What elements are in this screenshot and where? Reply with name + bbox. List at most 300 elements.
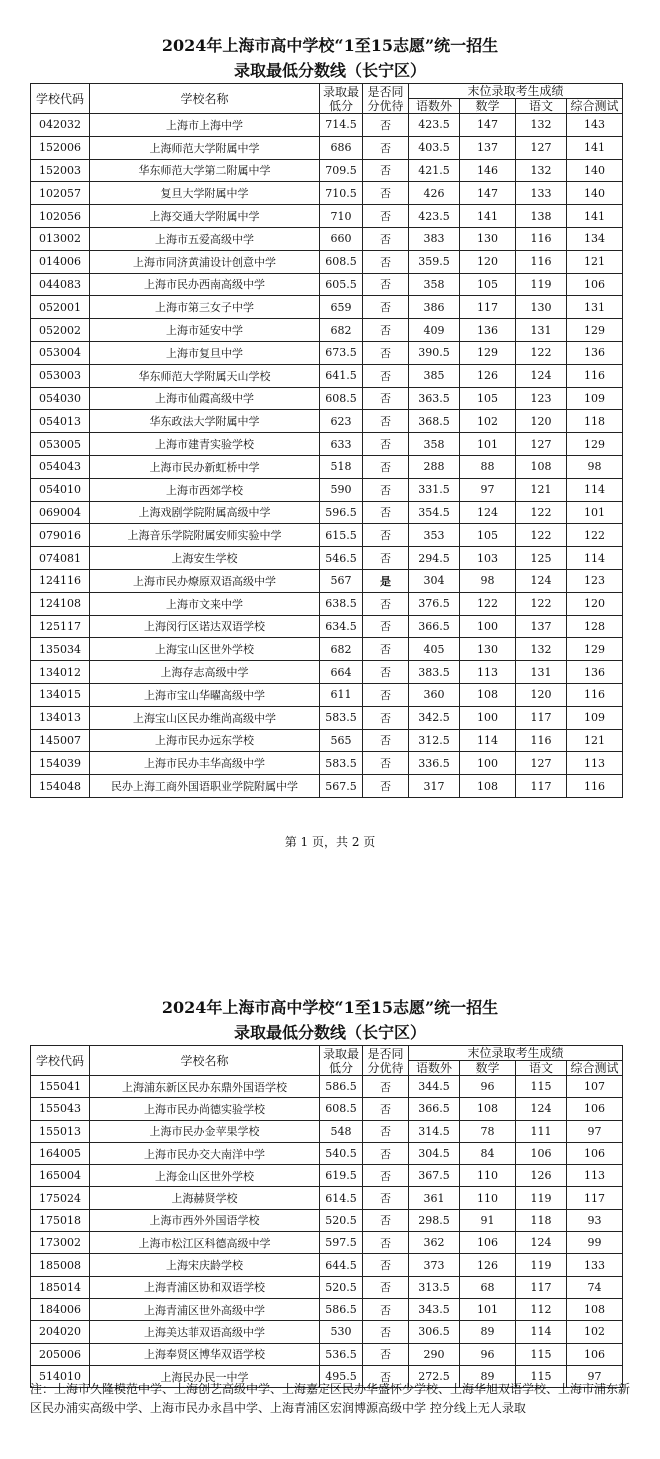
score-math-cell: 91 [460, 1209, 516, 1231]
school-name-cell: 上海市复旦中学 [90, 341, 320, 364]
score-chinese-cell: 122 [516, 501, 567, 524]
score-non-language-cell: 368.5 [409, 410, 460, 433]
score-math-cell: 100 [460, 752, 516, 775]
score-math-cell: 130 [460, 227, 516, 250]
min-score-cell: 565 [320, 729, 363, 752]
score-chinese-cell: 125 [516, 547, 567, 570]
school-name-cell: 上海市西外外国语学校 [90, 1209, 320, 1231]
tie-priority-cell: 否 [363, 775, 409, 798]
score-math-cell: 106 [460, 1232, 516, 1254]
school-code-cell: 154048 [31, 775, 90, 798]
score-math-cell: 130 [460, 638, 516, 661]
score-comprehensive-cell: 116 [567, 683, 623, 706]
footnote: 注：上海市久隆模范中学、上海创艺高级中学、上海嘉定区民办华盛怀少学校、上海华旭双语学校、上海市浦东新区民办浦实高级中学、上海市民办永昌中学、上海青浦区宏润博源高级中学 控分线上无人录取 [30, 1382, 631, 1415]
min-score-cell: 660 [320, 227, 363, 250]
score-chinese-cell: 117 [516, 775, 567, 798]
header-chinese: 语文 [516, 1061, 567, 1076]
score-chinese-cell: 117 [516, 706, 567, 729]
school-name-cell: 上海民办民一中学 [90, 1365, 320, 1387]
score-non-language-cell: 298.5 [409, 1209, 460, 1231]
table-row [31, 1120, 623, 1142]
school-code-cell: 165004 [31, 1165, 90, 1187]
score-comprehensive-cell: 129 [567, 319, 623, 342]
table-row [31, 1142, 623, 1164]
table-row [31, 1232, 623, 1254]
score-math-cell: 101 [460, 433, 516, 456]
tie-priority-cell: 否 [363, 341, 409, 364]
school-code-cell: 514010 [31, 1365, 90, 1387]
score-chinese-cell: 124 [516, 1232, 567, 1254]
tie-priority-cell: 否 [363, 273, 409, 296]
score-math-cell: 105 [460, 387, 516, 410]
tie-priority-cell: 否 [363, 729, 409, 752]
school-name-cell: 上海市上海中学 [90, 114, 320, 137]
school-code-cell: 134012 [31, 661, 90, 684]
score-non-language-cell: 359.5 [409, 250, 460, 273]
header-last-scores: 末位录取考生成绩 [409, 1046, 623, 1061]
tie-priority-cell: 否 [363, 478, 409, 501]
school-code-cell: 184006 [31, 1298, 90, 1320]
score-chinese-cell: 124 [516, 569, 567, 592]
score-math-cell: 113 [460, 661, 516, 684]
school-code-cell: 053003 [31, 364, 90, 387]
score-non-language-cell: 314.5 [409, 1120, 460, 1142]
score-chinese-cell: 122 [516, 524, 567, 547]
table-row [31, 319, 623, 342]
table-row [31, 136, 623, 159]
score-chinese-cell: 137 [516, 615, 567, 638]
tie-priority-cell: 否 [363, 114, 409, 137]
score-comprehensive-cell: 129 [567, 638, 623, 661]
score-comprehensive-cell: 121 [567, 729, 623, 752]
school-code-cell: 152006 [31, 136, 90, 159]
tie-priority-cell: 否 [363, 1321, 409, 1343]
min-score-cell: 495.5 [320, 1365, 363, 1387]
score-comprehensive-cell: 123 [567, 569, 623, 592]
score-chinese-cell: 108 [516, 455, 567, 478]
school-code-cell: 155013 [31, 1120, 90, 1142]
tie-priority-cell: 否 [363, 1254, 409, 1276]
table-row [31, 775, 623, 798]
score-chinese-cell: 119 [516, 1254, 567, 1276]
school-name-cell: 上海安生学校 [90, 547, 320, 570]
table-row [31, 661, 623, 684]
score-non-language-cell: 336.5 [409, 752, 460, 775]
score-non-language-cell: 304.5 [409, 1142, 460, 1164]
score-chinese-cell: 115 [516, 1343, 567, 1365]
min-score-cell: 638.5 [320, 592, 363, 615]
score-non-language-cell: 403.5 [409, 136, 460, 159]
table-row [31, 1254, 623, 1276]
table-row [31, 433, 623, 456]
min-score-cell: 567 [320, 569, 363, 592]
score-chinese-cell: 116 [516, 729, 567, 752]
score-math-cell: 108 [460, 683, 516, 706]
score-non-language-cell: 342.5 [409, 706, 460, 729]
score-comprehensive-cell: 118 [567, 410, 623, 433]
min-score-cell: 590 [320, 478, 363, 501]
school-name-cell: 上海师范大学附属中学 [90, 136, 320, 159]
min-score-cell: 686 [320, 136, 363, 159]
table-row [31, 182, 623, 205]
table-row [31, 547, 623, 570]
tie-priority-cell: 否 [363, 683, 409, 706]
score-chinese-cell: 118 [516, 1209, 567, 1231]
school-code-cell: 052001 [31, 296, 90, 319]
score-math-cell: 78 [460, 1120, 516, 1142]
header-code: 学校代码 [31, 1046, 90, 1076]
score-chinese-cell: 124 [516, 364, 567, 387]
table-row [31, 729, 623, 752]
score-comprehensive-cell: 141 [567, 136, 623, 159]
score-comprehensive-cell: 136 [567, 661, 623, 684]
score-math-cell: 124 [460, 501, 516, 524]
min-score-cell: 548 [320, 1120, 363, 1142]
table-row [31, 683, 623, 706]
school-code-cell: 204020 [31, 1321, 90, 1343]
table-row [31, 159, 623, 182]
score-comprehensive-cell: 121 [567, 250, 623, 273]
min-score-cell: 546.5 [320, 547, 363, 570]
score-chinese-cell: 132 [516, 159, 567, 182]
min-score-cell: 633 [320, 433, 363, 456]
score-math-cell: 100 [460, 615, 516, 638]
table-row [31, 387, 623, 410]
score-chinese-cell: 122 [516, 341, 567, 364]
score-chinese-cell: 116 [516, 227, 567, 250]
tie-priority-cell: 否 [363, 1142, 409, 1164]
score-non-language-cell: 331.5 [409, 478, 460, 501]
school-code-cell: 053005 [31, 433, 90, 456]
school-code-cell: 175024 [31, 1187, 90, 1209]
score-comprehensive-cell: 97 [567, 1120, 623, 1142]
score-math-cell: 105 [460, 524, 516, 547]
tie-priority-cell: 否 [363, 227, 409, 250]
school-code-cell: 185014 [31, 1276, 90, 1298]
min-score-cell: 673.5 [320, 341, 363, 364]
min-score-cell: 596.5 [320, 501, 363, 524]
school-code-cell: 124108 [31, 592, 90, 615]
score-non-language-cell: 421.5 [409, 159, 460, 182]
score-comprehensive-cell: 74 [567, 1276, 623, 1298]
score-math-cell: 108 [460, 775, 516, 798]
school-code-cell: 074081 [31, 547, 90, 570]
school-name-cell: 上海音乐学院附属安师实验中学 [90, 524, 320, 547]
score-non-language-cell: 423.5 [409, 114, 460, 137]
score-math-cell: 105 [460, 273, 516, 296]
school-name-cell: 上海市建青实验学校 [90, 433, 320, 456]
table-row [31, 410, 623, 433]
score-non-language-cell: 361 [409, 1187, 460, 1209]
score-math-cell: 96 [460, 1076, 516, 1098]
score-math-cell: 68 [460, 1276, 516, 1298]
score-comprehensive-cell: 97 [567, 1365, 623, 1387]
score-math-cell: 96 [460, 1343, 516, 1365]
school-name-cell: 上海市民办西南高级中学 [90, 273, 320, 296]
score-comprehensive-cell: 116 [567, 364, 623, 387]
table-row [31, 1098, 623, 1120]
table-row [31, 341, 623, 364]
tie-priority-cell: 否 [363, 182, 409, 205]
score-comprehensive-cell: 114 [567, 478, 623, 501]
score-non-language-cell: 373 [409, 1254, 460, 1276]
school-code-cell: 134015 [31, 683, 90, 706]
school-name-cell: 上海金山区世外学校 [90, 1165, 320, 1187]
school-name-cell: 上海市民办金苹果学校 [90, 1120, 320, 1142]
score-math-cell: 108 [460, 1098, 516, 1120]
score-chinese-cell: 133 [516, 182, 567, 205]
school-code-cell: 205006 [31, 1343, 90, 1365]
score-math-cell: 137 [460, 136, 516, 159]
table-body-page2 [31, 1076, 623, 1388]
score-non-language-cell: 313.5 [409, 1276, 460, 1298]
school-name-cell: 上海市仙霞高级中学 [90, 387, 320, 410]
score-chinese-cell: 121 [516, 478, 567, 501]
table-row [31, 706, 623, 729]
score-math-cell: 126 [460, 364, 516, 387]
score-non-language-cell: 294.5 [409, 547, 460, 570]
table-row [31, 250, 623, 273]
header-min-score: 录取最 低分 [320, 84, 363, 114]
score-non-language-cell: 409 [409, 319, 460, 342]
school-name-cell: 民办上海工商外国语职业学院附属中学 [90, 775, 320, 798]
min-score-cell: 518 [320, 455, 363, 478]
score-chinese-cell: 122 [516, 592, 567, 615]
school-name-cell: 上海市松江区科德高级中学 [90, 1232, 320, 1254]
min-score-cell: 608.5 [320, 250, 363, 273]
score-comprehensive-cell: 108 [567, 1298, 623, 1320]
tie-priority-cell: 否 [363, 661, 409, 684]
admission-table-page1 [30, 83, 623, 798]
min-score-cell: 615.5 [320, 524, 363, 547]
score-non-language-cell: 358 [409, 433, 460, 456]
school-code-cell: 175018 [31, 1209, 90, 1231]
score-math-cell: 126 [460, 1254, 516, 1276]
table-row [31, 1298, 623, 1320]
score-comprehensive-cell: 106 [567, 1343, 623, 1365]
school-name-cell: 上海市延安中学 [90, 319, 320, 342]
table-row [31, 478, 623, 501]
score-comprehensive-cell: 101 [567, 501, 623, 524]
school-name-cell: 上海闵行区诺达双语学校 [90, 615, 320, 638]
school-code-cell: 173002 [31, 1232, 90, 1254]
table-row [31, 638, 623, 661]
min-score-cell: 709.5 [320, 159, 363, 182]
score-math-cell: 146 [460, 159, 516, 182]
min-score-cell: 644.5 [320, 1254, 363, 1276]
min-score-cell: 586.5 [320, 1298, 363, 1320]
tie-priority-cell: 否 [363, 296, 409, 319]
score-chinese-cell: 120 [516, 683, 567, 706]
score-math-cell: 136 [460, 319, 516, 342]
score-non-language-cell: 288 [409, 455, 460, 478]
score-non-language-cell: 343.5 [409, 1298, 460, 1320]
school-name-cell: 上海青浦区协和双语学校 [90, 1276, 320, 1298]
score-non-language-cell: 367.5 [409, 1165, 460, 1187]
table-row [31, 501, 623, 524]
score-math-cell: 89 [460, 1365, 516, 1387]
header-math: 数学 [460, 1061, 516, 1076]
table-row [31, 569, 623, 592]
score-chinese-cell: 119 [516, 1187, 567, 1209]
school-name-cell: 上海赫贤学校 [90, 1187, 320, 1209]
min-score-cell: 682 [320, 319, 363, 342]
score-comprehensive-cell: 102 [567, 1321, 623, 1343]
school-name-cell: 上海市民办尚德实验学校 [90, 1098, 320, 1120]
score-comprehensive-cell: 93 [567, 1209, 623, 1231]
score-math-cell: 97 [460, 478, 516, 501]
score-non-language-cell: 290 [409, 1343, 460, 1365]
score-non-language-cell: 385 [409, 364, 460, 387]
school-code-cell: 013002 [31, 227, 90, 250]
school-name-cell: 上海市西郊学校 [90, 478, 320, 501]
score-chinese-cell: 112 [516, 1298, 567, 1320]
school-name-cell: 上海青浦区世外高级中学 [90, 1298, 320, 1320]
school-code-cell: 145007 [31, 729, 90, 752]
school-name-cell: 上海存志高级中学 [90, 661, 320, 684]
score-math-cell: 147 [460, 114, 516, 137]
tie-priority-cell: 否 [363, 1187, 409, 1209]
score-non-language-cell: 312.5 [409, 729, 460, 752]
min-score-cell: 583.5 [320, 706, 363, 729]
page-title-line1: 2024年上海市高中学校“1至15志愿”统一招生 [161, 36, 499, 55]
score-comprehensive-cell: 140 [567, 182, 623, 205]
score-chinese-cell: 138 [516, 205, 567, 228]
score-math-cell: 122 [460, 592, 516, 615]
min-score-cell: 659 [320, 296, 363, 319]
score-non-language-cell: 362 [409, 1232, 460, 1254]
min-score-cell: 664 [320, 661, 363, 684]
table-row [31, 1076, 623, 1098]
tie-priority-cell: 否 [363, 433, 409, 456]
school-name-cell: 复旦大学附属中学 [90, 182, 320, 205]
table-row [31, 1209, 623, 1231]
tie-priority-cell: 否 [363, 1232, 409, 1254]
score-chinese-cell: 127 [516, 752, 567, 775]
min-score-cell: 714.5 [320, 114, 363, 137]
school-name-cell: 上海市民办丰华高级中学 [90, 752, 320, 775]
score-comprehensive-cell: 109 [567, 387, 623, 410]
score-comprehensive-cell: 120 [567, 592, 623, 615]
table-row [31, 114, 623, 137]
score-chinese-cell: 131 [516, 661, 567, 684]
score-chinese-cell: 123 [516, 387, 567, 410]
tie-priority-cell: 否 [363, 205, 409, 228]
score-comprehensive-cell: 131 [567, 296, 623, 319]
score-math-cell: 84 [460, 1142, 516, 1164]
score-comprehensive-cell: 141 [567, 205, 623, 228]
score-math-cell: 114 [460, 729, 516, 752]
min-score-cell: 608.5 [320, 387, 363, 410]
min-score-cell: 586.5 [320, 1076, 363, 1098]
score-chinese-cell: 132 [516, 114, 567, 137]
header-last-scores: 末位录取考生成绩 [409, 84, 623, 99]
school-code-cell: 054013 [31, 410, 90, 433]
min-score-cell: 634.5 [320, 615, 363, 638]
school-name-cell: 上海宋庆龄学校 [90, 1254, 320, 1276]
header-comprehensive: 综合测试 [567, 1061, 623, 1076]
school-name-cell: 上海市同济黄浦设计创意中学 [90, 250, 320, 273]
tie-priority-cell: 否 [363, 1298, 409, 1320]
tie-priority-cell: 否 [363, 1165, 409, 1187]
school-code-cell: 054010 [31, 478, 90, 501]
page-two [0, 962, 660, 1388]
table-row [31, 1276, 623, 1298]
school-code-cell: 154039 [31, 752, 90, 775]
table-row [31, 1187, 623, 1209]
score-non-language-cell: 363.5 [409, 387, 460, 410]
table-row [31, 364, 623, 387]
min-score-cell: 520.5 [320, 1209, 363, 1231]
score-chinese-cell: 120 [516, 410, 567, 433]
score-math-cell: 117 [460, 296, 516, 319]
score-non-language-cell: 423.5 [409, 205, 460, 228]
school-name-cell: 上海市民办燎原双语高级中学 [90, 569, 320, 592]
score-math-cell: 103 [460, 547, 516, 570]
table-row [31, 227, 623, 250]
header-comprehensive: 综合测试 [567, 99, 623, 114]
tie-priority-cell: 否 [363, 159, 409, 182]
score-math-cell: 88 [460, 455, 516, 478]
tie-priority-cell: 否 [363, 1120, 409, 1142]
admission-table-page2 [30, 1045, 623, 1388]
school-name-cell: 上海宝山区民办维尚高级中学 [90, 706, 320, 729]
school-code-cell: 155041 [31, 1076, 90, 1098]
min-score-cell: 540.5 [320, 1142, 363, 1164]
score-chinese-cell: 106 [516, 1142, 567, 1164]
table-row [31, 524, 623, 547]
school-name-cell: 上海市第三女子中学 [90, 296, 320, 319]
score-comprehensive-cell: 143 [567, 114, 623, 137]
tie-priority-cell: 否 [363, 501, 409, 524]
min-score-cell: 520.5 [320, 1276, 363, 1298]
min-score-cell: 536.5 [320, 1343, 363, 1365]
school-code-cell: 054030 [31, 387, 90, 410]
tie-priority-cell: 否 [363, 706, 409, 729]
score-comprehensive-cell: 106 [567, 273, 623, 296]
score-chinese-cell: 117 [516, 1276, 567, 1298]
score-non-language-cell: 354.5 [409, 501, 460, 524]
school-code-cell: 079016 [31, 524, 90, 547]
table-row [31, 296, 623, 319]
school-code-cell: 125117 [31, 615, 90, 638]
score-math-cell: 120 [460, 250, 516, 273]
school-name-cell: 上海市民办远东学校 [90, 729, 320, 752]
school-code-cell: 053004 [31, 341, 90, 364]
tie-priority-cell: 否 [363, 250, 409, 273]
score-comprehensive-cell: 113 [567, 752, 623, 775]
tie-priority-cell: 否 [363, 319, 409, 342]
school-name-cell: 上海交通大学附属中学 [90, 205, 320, 228]
min-score-cell: 611 [320, 683, 363, 706]
min-score-cell: 530 [320, 1321, 363, 1343]
tie-priority-cell: 否 [363, 1098, 409, 1120]
school-name-cell: 华东师范大学第二附属中学 [90, 159, 320, 182]
min-score-cell: 567.5 [320, 775, 363, 798]
school-name-cell: 上海市五爱高级中学 [90, 227, 320, 250]
tie-priority-cell: 否 [363, 638, 409, 661]
score-chinese-cell: 127 [516, 136, 567, 159]
min-score-cell: 605.5 [320, 273, 363, 296]
header-chinese: 语文 [516, 99, 567, 114]
table-row [31, 1343, 623, 1365]
tie-priority-cell: 否 [363, 1365, 409, 1387]
score-comprehensive-cell: 99 [567, 1232, 623, 1254]
page-title-line2: 录取最低分数线（长宁区） [233, 61, 426, 80]
table-row [31, 615, 623, 638]
page-title-line2: 录取最低分数线（长宁区） [233, 1023, 426, 1042]
score-chinese-cell: 115 [516, 1076, 567, 1098]
